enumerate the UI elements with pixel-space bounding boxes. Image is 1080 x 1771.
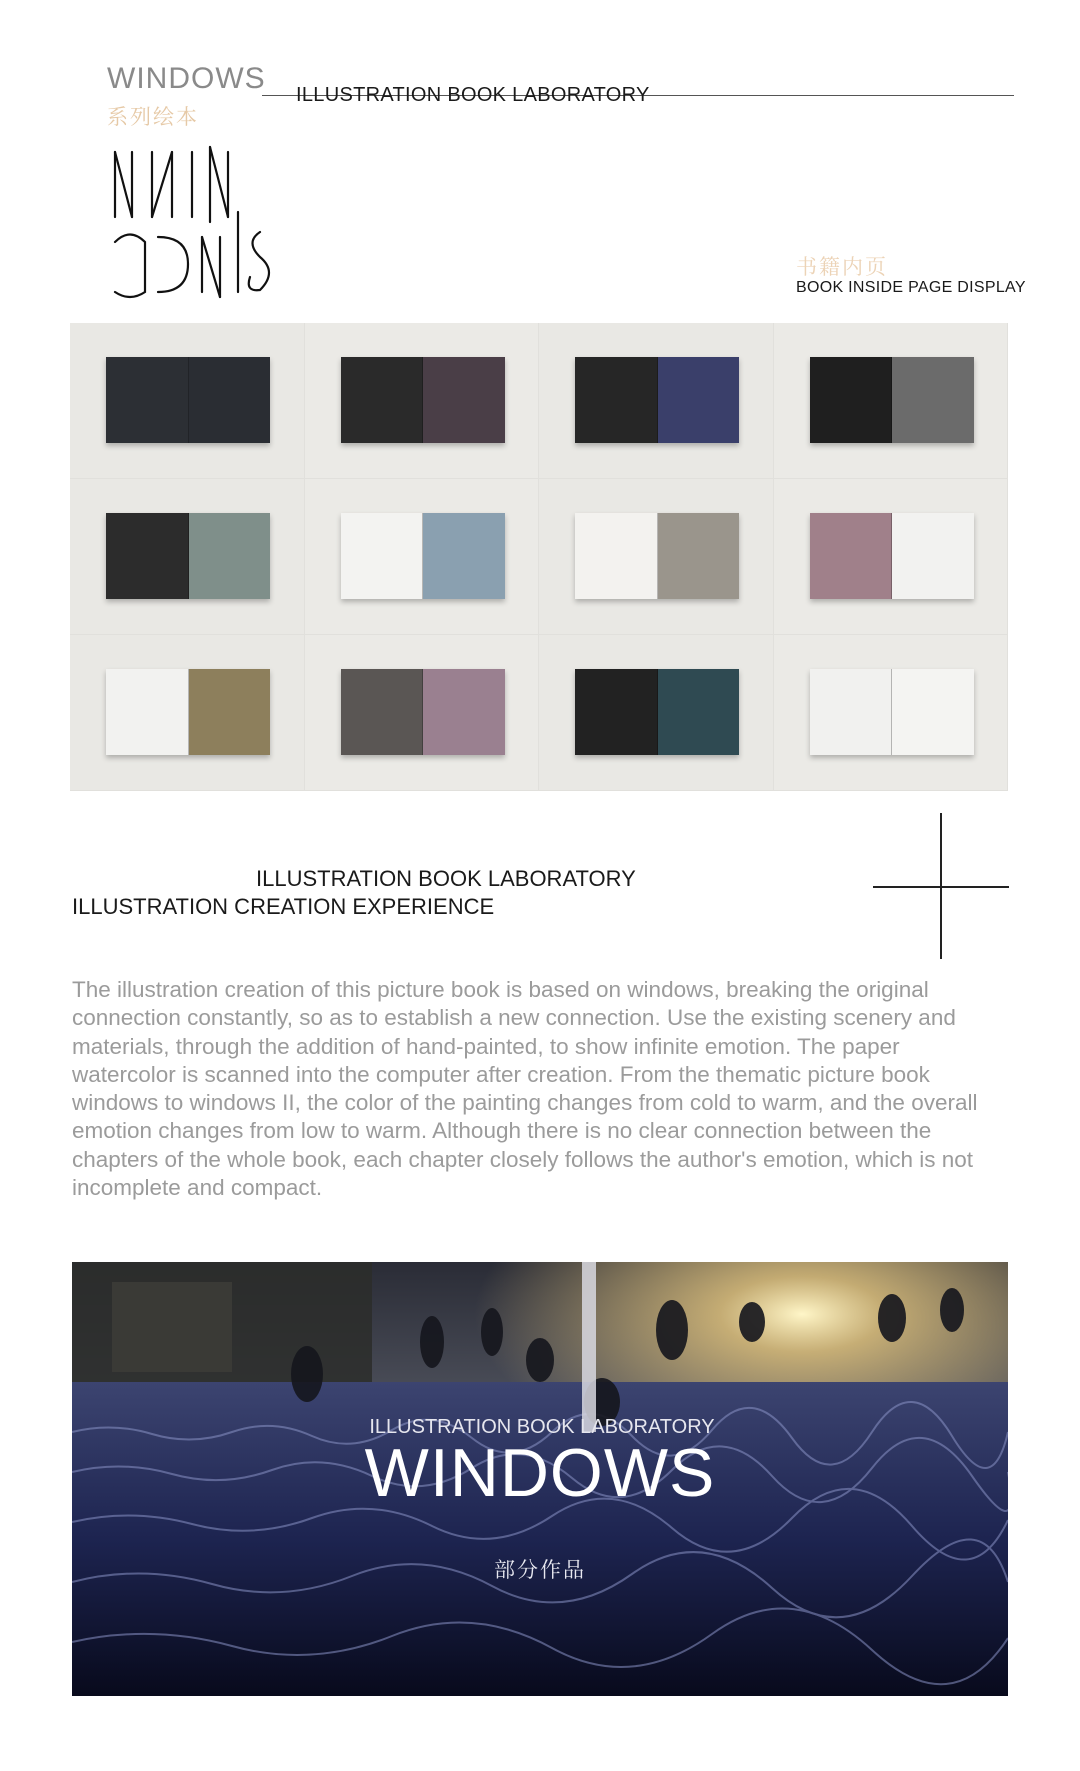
- book-spread-cell: [70, 323, 305, 479]
- book-spread: [810, 513, 974, 599]
- cover-photo: [72, 1262, 1008, 1696]
- book-left-page: [810, 357, 893, 443]
- book-spread-cell: [305, 635, 540, 791]
- book-spread-cell: [70, 635, 305, 791]
- book-spread-cell: [539, 323, 774, 479]
- inside-pages-title-en: BOOK INSIDE PAGE DISPLAY: [796, 279, 1026, 296]
- book-spread: [575, 357, 739, 443]
- book-spread-cell: [305, 323, 540, 479]
- book-left-page: [810, 513, 893, 599]
- book-right-page: [189, 357, 271, 443]
- book-right-page: [423, 669, 505, 755]
- lab-label: ILLUSTRATION BOOK LABORATORY: [256, 866, 636, 891]
- windows-logo: [110, 142, 290, 302]
- book-spread-cell: [70, 479, 305, 635]
- cross-ornament-horizontal: [873, 886, 1009, 888]
- book-spread: [341, 357, 505, 443]
- book-right-page: [423, 513, 505, 599]
- book-spread: [810, 669, 974, 755]
- book-left-page: [341, 513, 424, 599]
- book-left-page: [106, 513, 189, 599]
- book-right-page: [892, 513, 974, 599]
- book-spread: [106, 669, 270, 755]
- book-spread-cell: [774, 479, 1009, 635]
- book-left-page: [341, 669, 424, 755]
- book-right-page: [423, 357, 505, 443]
- series-title: WINDOWS: [107, 62, 266, 95]
- book-left-page: [575, 513, 658, 599]
- book-spread: [341, 513, 505, 599]
- book-spread-cell: [539, 635, 774, 791]
- book-spread: [810, 357, 974, 443]
- photo-title: WINDOWS: [364, 1435, 716, 1511]
- series-subtitle-cn: 系列绘本: [107, 106, 199, 129]
- book-right-page: [189, 513, 271, 599]
- experience-heading: ILLUSTRATION CREATION EXPERIENCE: [72, 894, 495, 919]
- book-spread: [575, 669, 739, 755]
- book-left-page: [341, 357, 424, 443]
- photo-lab-label: ILLUSTRATION BOOK LABORATORY: [369, 1416, 715, 1438]
- book-spread-cell: [539, 479, 774, 635]
- book-spread: [341, 669, 505, 755]
- book-spread-cell: [774, 323, 1009, 479]
- book-spread: [106, 513, 270, 599]
- book-spread-cell: [774, 635, 1009, 791]
- book-spread-cell: [305, 479, 540, 635]
- book-left-page: [575, 357, 658, 443]
- book-left-page: [106, 357, 189, 443]
- header-lab-label: ILLUSTRATION BOOK LABORATORY: [296, 84, 650, 106]
- experience-paragraph: The illustration creation of this picture book is based on windows, breaking the original connection constantly, so as to establish a new connection. Use the existing scenery and materials, through the addition of hand-painted, to show infinite emotion. The paper watercolor is scanned into the computer after creation. From the thematic picture book windows to windows II, the color of the painting changes from cold to warm, and the overall emotion changes from low to warm. Although there is no clear connection between the chapters of the whole book, each chapter closely follows the author's emotion, which is not incomplete and compact.: [72, 977, 978, 1201]
- book-right-page: [189, 669, 271, 755]
- book-right-page: [892, 669, 974, 755]
- book-right-page: [892, 357, 974, 443]
- book-left-page: [106, 669, 189, 755]
- book-right-page: [658, 357, 740, 443]
- inside-pages-title-cn: 书籍内页: [796, 256, 888, 279]
- book-left-page: [575, 669, 658, 755]
- book-right-page: [658, 669, 740, 755]
- book-pages-grid: [70, 323, 1008, 791]
- book-right-page: [658, 513, 740, 599]
- book-spread: [575, 513, 739, 599]
- photo-caption-cn: 部分作品: [494, 1559, 586, 1582]
- book-spread: [106, 357, 270, 443]
- book-left-page: [810, 669, 893, 755]
